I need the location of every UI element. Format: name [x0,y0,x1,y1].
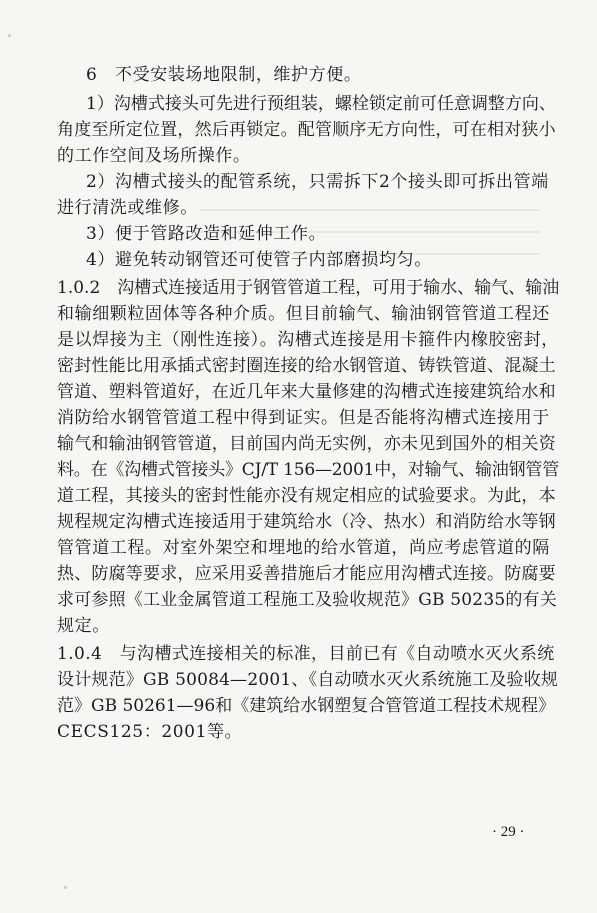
sub-item-1-line-3: 的工作空间及场所操作。 [57,146,251,166]
clause-1-0-4-line-3: 范》GB 50261—96和《建筑给水钢塑复合管管道工程技术规程》 [57,696,556,716]
clause-1-0-4-line-2: 设计规范》GB 50084—2001、《自动喷水灭火系统施工及验收规 [57,670,559,690]
scan-speck [64,886,67,889]
clause-1-0-4-line-4: CECS125：2001等。 [57,722,243,742]
clause-1-0-2-line-12: 热、防腐等要求，应采用妥善措施后才能应用沟槽式连接。防腐要 [57,564,556,584]
item-6-text: 6 不受安装场地限制，维护方便。 [86,65,362,85]
clause-1-0-2-line-6: 消防给水钢管管道工程中得到证实。但是否能将沟槽式连接用于 [57,408,550,428]
clause-1-0-2-line-14: 规定。 [57,616,110,636]
sub-item-3-text: 3）便于管路改造和延伸工作。 [86,224,327,244]
clause-1-0-2-line-9: 道工程，其接头的密封性能亦没有规定相应的试验要求。为此，本 [57,486,556,506]
sub-item-2-line-1: 2）沟槽式接头的配管系统，只需拆下2个接头即可拆出管端 [86,172,549,192]
clause-1-0-2-line-4: 密封性能比用承插式密封圈连接的给水钢管道、铸铁管道、混凝土 [57,356,556,376]
clause-1-0-2-line-3: 是以焊接为主（刚性连接）。沟槽式连接是用卡箍件内橡胶密封， [57,330,559,350]
clause-1-0-2-line-1: 1.0.2 沟槽式连接适用于钢管管道工程，可用于输水、输气、输油 [57,278,560,298]
clause-1-0-4-line-1: 1.0.4 与沟槽式连接相关的标准，目前已有《自动喷水灭火系统 [57,644,555,664]
clause-1-0-2-line-5: 管道、塑料管道好，在近几年来大量修建的沟槽式连接建筑给水和 [57,382,556,402]
clause-1-0-2-line-13: 求可参照《工业金属管道工程施工及验收规范》GB 50235的有关 [57,590,557,610]
page-number: · 29 · [492,824,525,840]
clause-1-0-2-line-10: 规程规定沟槽式连接适用于建筑给水（冷、热水）和消防给水等钢 [57,512,556,532]
scan-speck [8,34,11,37]
sub-item-4-text: 4）避免转动钢管还可使管子内部磨损均匀。 [86,250,432,270]
sub-item-1-line-2: 角度至所定位置，然后再锁定。配管顺序无方向性，可在相对狭小 [57,120,556,140]
sub-item-1-line-1: 1）沟槽式接头可先进行预组装，螺栓锁定前可任意调整方向、 [86,94,556,114]
clause-1-0-2-line-7: 输气和输油钢管管道，目前国内尚无实例，亦未见到国外的相关资 [57,434,556,454]
clause-1-0-2-line-11: 管管道工程。对室外架空和埋地的给水管道，尚应考虑管道的隔 [57,538,550,558]
clause-1-0-2-line-2: 和输细颗粒固体等各种介质。但目前输气、输油钢管管道工程还 [57,304,550,324]
clause-1-0-2-line-8: 料。在《沟槽式管接头》CJ/T 156—2001中，对输气、输油钢管管 [57,460,560,480]
sub-item-2-line-2: 进行清洗或维修。 [57,198,198,218]
